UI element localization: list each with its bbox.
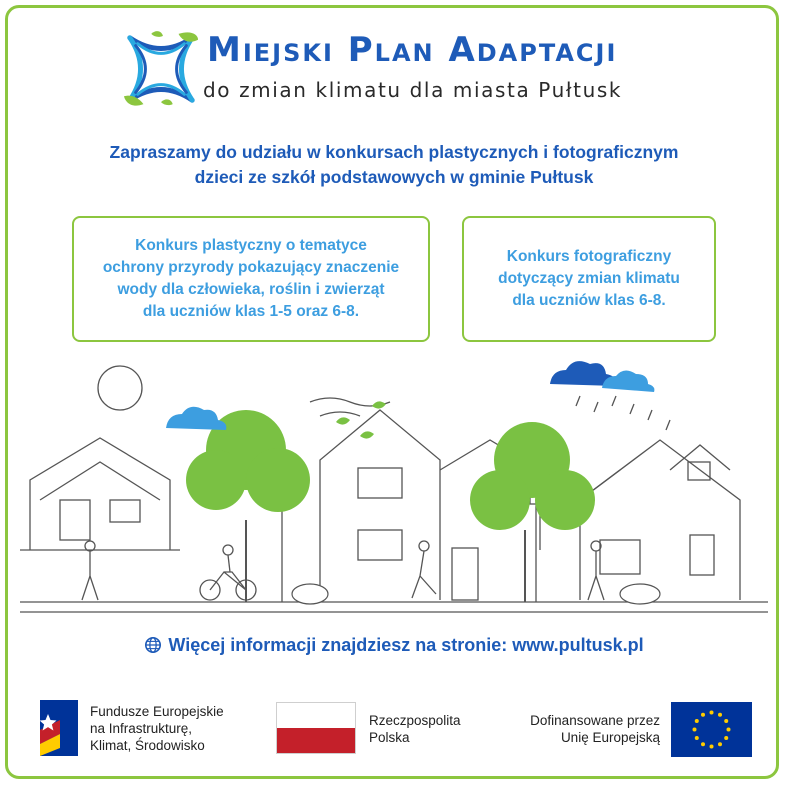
tree-right	[470, 422, 595, 602]
eu-flag-icon	[671, 702, 752, 757]
european-funds-logo-icon	[40, 700, 78, 756]
invitation-text	[0, 140, 788, 190]
eu-star-icon	[695, 736, 699, 740]
eu-star-icon	[701, 713, 705, 717]
eu-star-icon	[701, 742, 705, 746]
photo-contest-card	[462, 216, 716, 342]
art-contest-card	[72, 216, 430, 342]
globe-icon	[144, 636, 162, 654]
plan-subtitle: do zmian klimatu dla miasta Pułtusk	[203, 78, 623, 102]
polish-flag-icon	[276, 702, 356, 754]
republic-poland-text: Rzeczpospolita Polska	[369, 713, 461, 745]
art-contest-text: Konkurs plastyczny o tematyce ochrony przyrody pokazujący znaczenie wody dla człowieka, roślin i zwierząt dla uczniów klas 1-5 oraz 6-8.	[102, 237, 400, 320]
eu-star-icon	[718, 742, 722, 746]
eu-star-icon	[718, 713, 722, 717]
tree-left	[186, 410, 310, 602]
eu-star-icon	[695, 719, 699, 723]
house-right	[580, 440, 740, 600]
eu-star-icon	[724, 736, 728, 740]
eu-star-icon	[724, 719, 728, 723]
eu-star-icon	[693, 728, 697, 732]
invitation-line-1: Zapraszamy do udziału w konkursach plastycznych i fotograficznym	[109, 142, 679, 162]
house-left	[20, 438, 180, 550]
eu-star-icon	[710, 711, 714, 715]
invitation-line-2: dzieci ze szkół podstawowych w gminie Pułtusk	[194, 167, 594, 187]
eu-star-icon	[727, 728, 731, 732]
adaptation-logo-icon	[122, 30, 200, 108]
eu-cofinanced-text: Dofinansowane przez Unię Europejską	[530, 713, 660, 745]
cloud-icon-right	[550, 361, 654, 392]
eu-star-icon	[710, 745, 714, 749]
european-funds-text: Fundusze Europejskie na Infrastrukturę, Klimat, Środowisko	[90, 704, 224, 753]
more-info-text: Więcej informacji znajdziesz na stronie: www.pultusk.pl	[168, 635, 644, 655]
photo-contest-text: Konkurs fotograficzny dotyczący zmian klimatu dla uczniów klas 6-8.	[498, 248, 680, 309]
town-illustration	[20, 350, 768, 622]
sun-icon	[98, 366, 142, 410]
plan-title: Miejski Plan Adaptacji	[207, 30, 618, 70]
more-info-line	[0, 632, 788, 658]
cloud-icon-left	[166, 407, 226, 430]
